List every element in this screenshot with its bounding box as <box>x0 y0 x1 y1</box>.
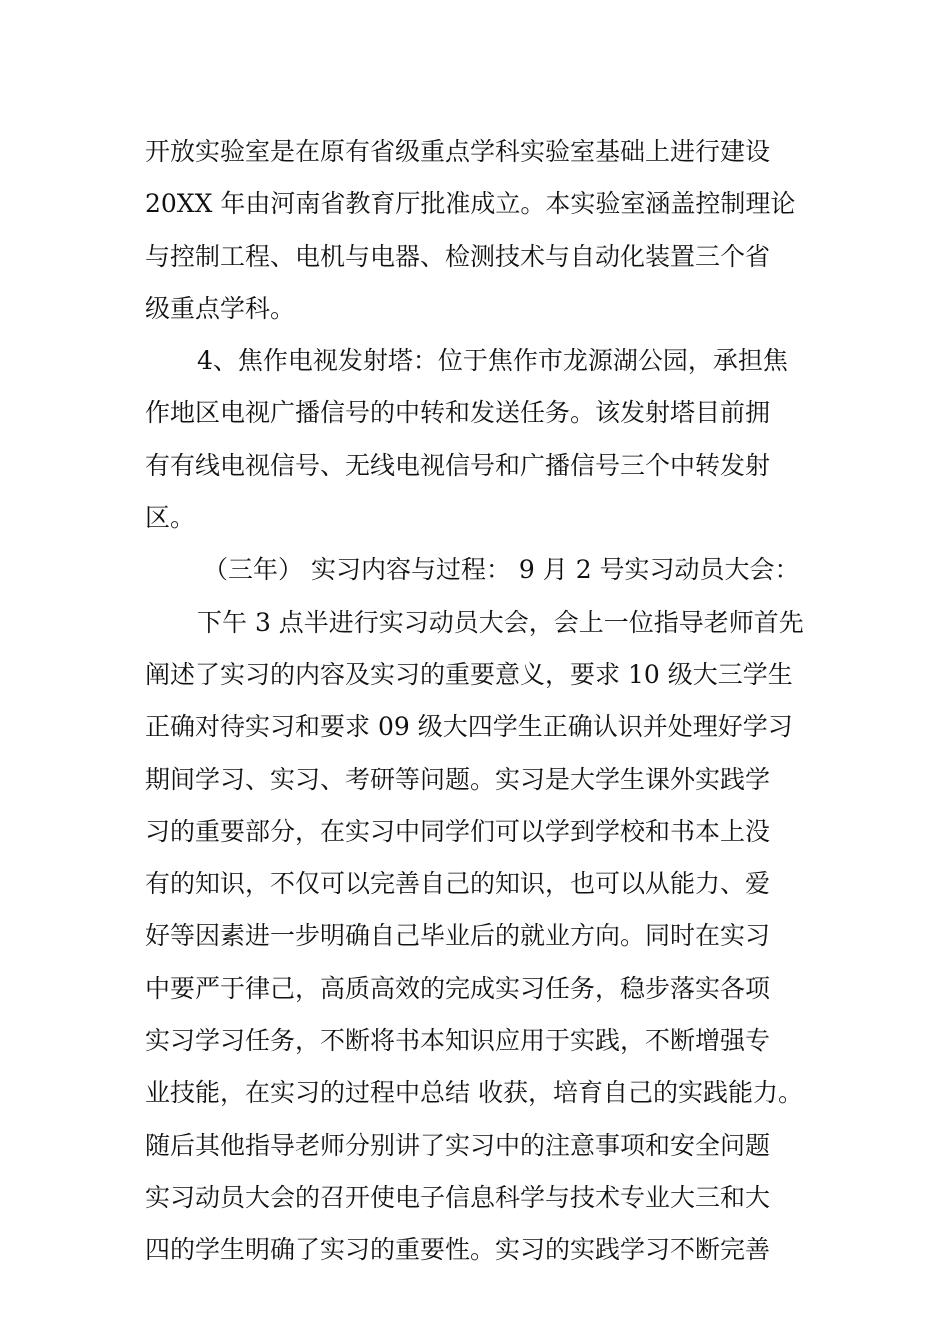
paragraph-start-line: 4、焦作电视发射塔：位于焦作市龙源湖公园，承担焦 <box>197 346 788 376</box>
text-line: 作地区电视广播信号的中转和发送任务。该发射塔目前拥 <box>145 398 771 428</box>
text-line: 开放实验室是在原有省级重点学科实验室基础上进行建设 <box>145 137 771 166</box>
text-line: 实习学习任务，不断将书本知识应用于实践，不断增强专 <box>145 1026 771 1056</box>
text-line: 正确对待实习和要求 09 级大四学生正确认识并处理好学习 <box>145 712 793 742</box>
text-line: 四的学生明确了实习的重要性。实习的实践学习不断完善 <box>145 1235 771 1265</box>
text-line: 实习动员大会的召开使电子信息科学与技术专业大三和大 <box>145 1182 771 1212</box>
text-line: 随后其他指导老师分别讲了实习中的注意事项和安全问题 <box>145 1130 771 1160</box>
text-line: 期间学习、实习、考研等问题。实习是大学生课外实践学 <box>145 764 771 794</box>
text-line: 业技能，在实习的过程中总结 收获，培育自己的实践能力。 <box>145 1078 803 1108</box>
text-line: 有的知识，不仅可以完善自己的知识，也可以从能力、爱 <box>145 869 771 899</box>
text-line: 有有线电视信号、无线电视信号和广播信号三个中转发射 <box>145 450 771 480</box>
text-line: 级重点学科。 <box>145 293 296 323</box>
paragraph-start-line: 下午 3 点半进行实习动员大会，会上一位指导老师首先 <box>197 607 804 637</box>
text-line: 与控制工程、电机与电器、检测技术与自动化装置三个省 <box>145 241 771 271</box>
text-line: 区。 <box>145 503 196 533</box>
text-line: 20XX 年由河南省教育厅批准成立。本实验室涵盖控制理论 <box>145 189 796 219</box>
text-line: 好等因素进一步明确自己毕业后的就业方向。同时在实习 <box>145 921 771 951</box>
text-line: 阐述了实习的内容及实习的重要意义，要求 10 级大三学生 <box>145 659 793 689</box>
section-heading: （三年） 实习内容与过程： 9 月 2 号实习动员大会： <box>203 555 800 585</box>
body-text <box>145 126 815 1277</box>
text-line: 中要严于律己，高质高效的完成实习任务，稳步落实各项 <box>145 973 771 1003</box>
text-line: 习的重要部分，在实习中同学们可以学到学校和书本上没 <box>145 816 771 846</box>
